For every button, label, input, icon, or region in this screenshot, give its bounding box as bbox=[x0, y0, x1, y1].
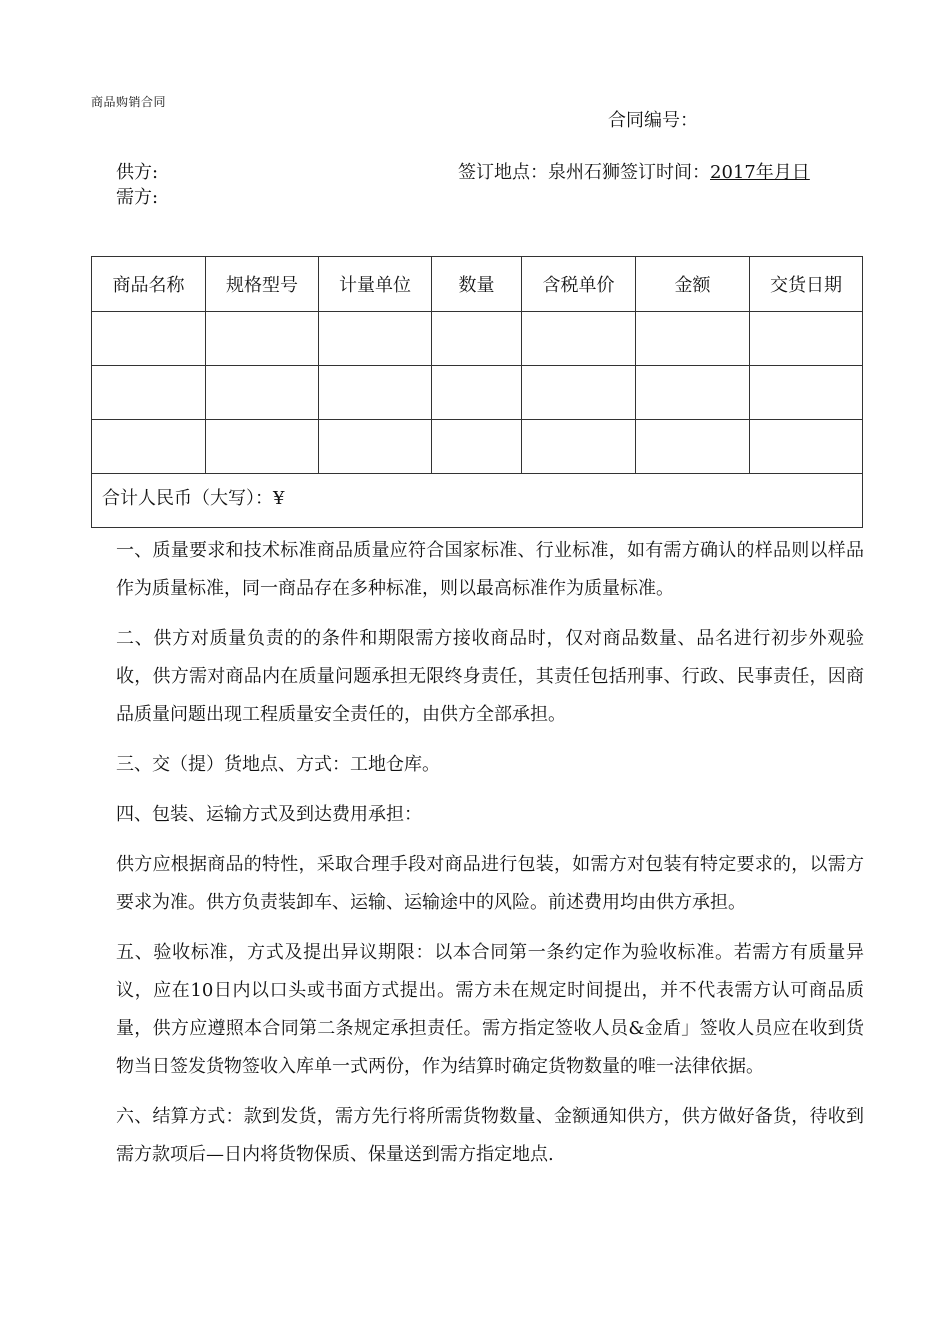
table-cell bbox=[432, 366, 522, 420]
document-title: 商品购销合同 bbox=[91, 95, 167, 109]
signing-date: 2017年月日 bbox=[710, 162, 810, 183]
header-product-name: 商品名称 bbox=[92, 257, 206, 312]
table-cell bbox=[750, 420, 863, 474]
signing-place: 签订地点：泉州石狮签订时间： bbox=[458, 162, 710, 183]
header-amount: 金额 bbox=[636, 257, 750, 312]
table-cell bbox=[750, 312, 863, 366]
table-cell bbox=[522, 420, 636, 474]
header-quantity: 数量 bbox=[432, 257, 522, 312]
signing-info bbox=[458, 158, 810, 184]
header-unit: 计量单位 bbox=[319, 257, 432, 312]
table-cell bbox=[522, 312, 636, 366]
clause-2: 二、供方对质量负责的的条件和期限需方接收商品时，仅对商品数量、品名进行初步外观验收，供方需对商品内在质量问题承担无限终身责任，其责任包括刑事、行政、民事责任，因商品质量问题出现工程质量安全责任的，由供方全部承担。 bbox=[116, 628, 864, 725]
header-spec-model: 规格型号 bbox=[206, 257, 319, 312]
table-cell bbox=[92, 366, 206, 420]
table-cell bbox=[750, 366, 863, 420]
header-delivery-date: 交货日期 bbox=[750, 257, 863, 312]
table-cell bbox=[636, 312, 750, 366]
clause-1: 一、质量要求和技术标准商品质量应符合国家标准、行业标准，如有需方确认的样品则以样品作为质量标准，同一商品存在多种标准，则以最高标准作为质量标准。 bbox=[116, 540, 864, 599]
table-header-row bbox=[92, 257, 863, 312]
table-cell bbox=[206, 312, 319, 366]
supplier-label: 供方: bbox=[116, 162, 159, 183]
table-cell bbox=[636, 420, 750, 474]
clause-4-detail: 供方应根据商品的特性，采取合理手段对商品进行包装，如需方对包装有特定要求的，以需方要求为准。供方负责装卸车、运输、运输途中的风险。前述费用均由供方承担。 bbox=[116, 854, 864, 913]
table-cell bbox=[522, 366, 636, 420]
total-amount-label: 合计人民币（大写）：¥ bbox=[92, 474, 863, 528]
table-cell bbox=[206, 420, 319, 474]
header-unit-price: 含税单价 bbox=[522, 257, 636, 312]
table-row bbox=[92, 420, 863, 474]
clause-3: 三、交（提）货地点、方式：工地仓库。 bbox=[116, 754, 440, 775]
table-cell bbox=[206, 366, 319, 420]
clause-5: 五、验收标准，方式及提出异议期限：以本合同第一条约定作为验收标准。若需方有质量异议，应在10日内以口头或书面方式提出。需方未在规定时间提出，并不代表需方认可商品质量，供方应遵照本合同第二条规定承担责任。需方指定签收人员&金盾」签收人员应在收到货物当日签发货物签收入库单一式两份，作为结算时确定货物数量的唯一法律依据。 bbox=[116, 942, 864, 1077]
clause-4: 四、包装、运输方式及到达费用承担： bbox=[116, 804, 422, 825]
contract-clauses bbox=[116, 532, 864, 1186]
table-total-row bbox=[92, 474, 863, 528]
table-cell bbox=[432, 312, 522, 366]
table-row bbox=[92, 312, 863, 366]
table-row bbox=[92, 366, 863, 420]
goods-table bbox=[91, 256, 863, 528]
contract-number-label: 合同编号： bbox=[608, 110, 698, 131]
table-cell bbox=[319, 366, 432, 420]
table-cell bbox=[92, 420, 206, 474]
table-cell bbox=[319, 420, 432, 474]
buyer-label: 需方: bbox=[116, 187, 159, 208]
table-cell bbox=[636, 366, 750, 420]
table-cell bbox=[432, 420, 522, 474]
table-cell bbox=[319, 312, 432, 366]
table-cell bbox=[92, 312, 206, 366]
clause-6: 六、结算方式：款到发货，需方先行将所需货物数量、金额通知供方，供方做好备货，待收到需方款项后—日内将货物保质、保量送到需方指定地点. bbox=[116, 1106, 864, 1165]
